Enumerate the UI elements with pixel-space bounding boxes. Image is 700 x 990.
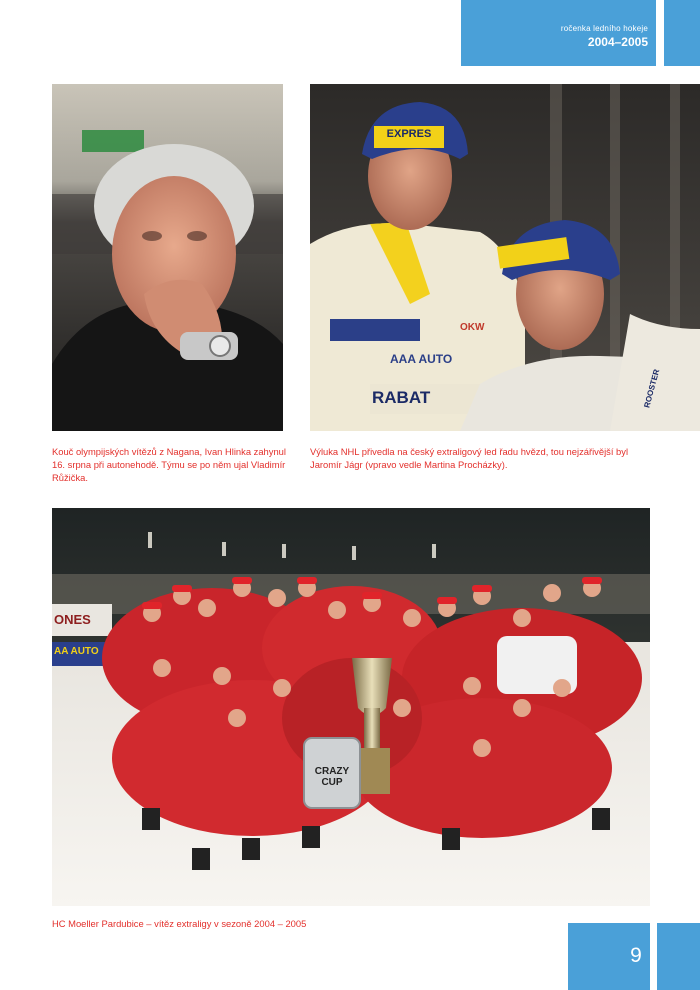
jersey-text-4: ROOSTER: [642, 368, 662, 409]
players-caption: Výluka NHL přivedla na český extraligový led řadu hvězd, tou nejzářivější byl Jaromír Jágr (vpravo vedle Martina Procházky).: [310, 446, 629, 470]
jersey-text-1: AAA AUTO: [390, 352, 453, 366]
page-number: 9: [630, 944, 642, 967]
jersey-text-3: OKW: [460, 322, 485, 333]
players-photo: [310, 84, 700, 431]
coach-caption: Kouč olympijských vítězů z Nagana, Ivan Hlinka zahynul 16. srpna při autonehodě. Týmu se po něm ujal Vladimír Růžička.: [52, 446, 286, 483]
board-text: ONES: [54, 612, 91, 627]
header-accent-block: [664, 0, 700, 66]
coach-photo: [52, 84, 283, 431]
board-text-2: AA AUTO: [54, 646, 99, 657]
keg-text: CRAZY CUP: [314, 766, 350, 788]
jersey-text-2: RABAT: [372, 388, 431, 407]
team-caption: HC Moeller Pardubice – vítěz extraligy v sezoně 2004 – 2005: [52, 918, 307, 929]
header-banner: [461, 0, 656, 66]
team-photo: [52, 508, 650, 906]
publication-season: 2004–2005: [587, 35, 648, 49]
publication-subtitle: ročenka ledního hokeje: [560, 24, 648, 33]
footer-accent-block: [657, 923, 700, 990]
helmet-text: EXPRES: [386, 128, 432, 140]
